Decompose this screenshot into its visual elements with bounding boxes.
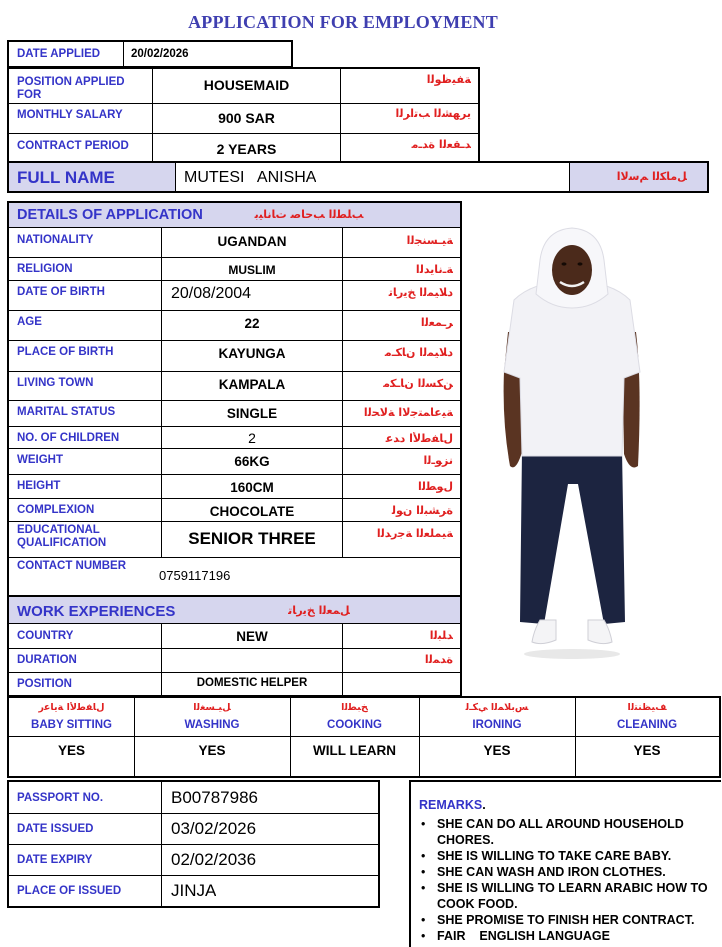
details-value: UGANDAN — [217, 234, 287, 249]
remarks-item: • SHE IS WILLING TO LEARN ARABIC HOW TO COOK FOOD. — [415, 880, 715, 912]
details-arabic: لﻮﻄﻟا — [417, 480, 453, 493]
passport-divider — [9, 844, 378, 845]
details-col — [342, 310, 343, 340]
passport-value: B00787986 — [171, 788, 258, 807]
date-applied-value: 20/02/2026 — [131, 48, 189, 60]
skills-block — [7, 696, 721, 778]
details-label: LIVING TOWN — [17, 377, 94, 389]
details-label: HEIGHT — [17, 480, 61, 492]
remarks-item: • SHE IS WILLING TO TAKE CARE BABY. — [415, 848, 715, 864]
skill-value: YES — [57, 743, 85, 758]
details-divider — [9, 426, 460, 427]
details-value: 20/08/2004 — [171, 285, 252, 302]
skill-label: COOKING — [327, 719, 382, 731]
skill-arabic: ﺦﺒﻄﻟا — [341, 702, 368, 713]
work-arabic: ﺪﻠﺒﻟا — [429, 629, 453, 642]
salary-arabic: يرﻬﺸﻟا ﺐﺗاﺮﻟا — [395, 107, 471, 120]
details-col — [342, 448, 343, 474]
date-applied-label: DATE APPLIED — [17, 48, 101, 60]
details-divider — [9, 280, 460, 281]
applicant-photo — [492, 222, 652, 668]
details-arabic: ﺔـﻧﺎﻳﺪﻟا — [415, 263, 453, 276]
details-value: KAMPALA — [218, 377, 286, 392]
details-arabic: دﻼﻴﻤﻟا نﺎﻜـﻣ — [384, 346, 453, 359]
work-label: POSITION — [17, 678, 72, 690]
work-value: DOMESTIC HELPER — [196, 677, 308, 689]
details-label: CONTACT NUMBER — [17, 560, 127, 572]
skills-col — [134, 698, 135, 776]
page-title: APPLICATION FOR EMPLOYMENT — [188, 12, 498, 32]
details-col — [342, 371, 343, 400]
work-block — [7, 595, 462, 697]
skills-col — [290, 698, 291, 776]
remarks-item: • SHE PROMISE TO FINISH HER CONTRACT. — [415, 912, 715, 928]
details-divider — [9, 557, 460, 558]
details-label: MARITAL STATUS — [17, 406, 116, 418]
details-label: PLACE OF BIRTH — [17, 346, 114, 358]
full-name-block — [7, 161, 709, 193]
skill-value: WILL LEARN — [313, 743, 396, 758]
skill-arabic: ﻒﻴﻈﻨﺘﻟا — [627, 702, 667, 713]
details-value: SENIOR THREE — [188, 529, 316, 548]
details-arabic: ﺔﻴﻤﻠﻌﻟا ﺔﺟرﺪﻟا — [376, 527, 453, 540]
details-col — [342, 228, 343, 257]
remarks-list — [415, 816, 715, 944]
details-value: 0759117196 — [159, 568, 231, 583]
details-divider — [9, 310, 460, 311]
work-header: WORK EXPERIENCES — [17, 603, 176, 620]
remarks-item: • SHE CAN WASH AND IRON CLOTHES. — [415, 864, 715, 880]
details-header-arabic: ﺐﻠﻄﻟا ﺐﺣﺎﺻ تﺎﻧﺎﻴﺑ — [254, 208, 364, 221]
details-label: DATE OF BIRTH — [17, 286, 105, 298]
remarks-block — [409, 780, 721, 947]
details-arabic: لﺎﻔﻃﻷا دﺪﻋ — [385, 432, 453, 445]
skill-label: IRONING — [472, 719, 522, 731]
work-label: DURATION — [17, 654, 77, 666]
details-divider — [9, 448, 460, 449]
passport-col — [161, 782, 162, 813]
details-col — [342, 474, 343, 498]
work-header-arabic: ﻞﻤﻌﻟا ﺦﻳرﺎﺗ — [288, 604, 350, 617]
details-label: AGE — [17, 316, 42, 328]
passport-divider — [9, 813, 378, 814]
remarks-item: • FAIR ENGLISH LANGUAGE — [415, 928, 715, 944]
skill-label: BABY SITTING — [31, 719, 112, 731]
details-arabic: ﺔﻴـﺴﻨﺠﻟا — [406, 234, 453, 247]
passport-col — [161, 875, 162, 906]
remarks-title: REMARKS. — [419, 798, 486, 812]
details-label: WEIGHT — [17, 454, 63, 466]
full-name-value: MUTESI ANISHA — [184, 169, 317, 186]
work-col — [161, 648, 162, 672]
work-col — [342, 672, 343, 696]
work-divider — [9, 672, 460, 673]
contract-label: CONTRACT PERIOD — [17, 140, 129, 152]
passport-label: DATE ISSUED — [17, 823, 94, 835]
details-arabic: ﻦﻜﺴﻟا نﺎـﻜﻣ — [383, 377, 453, 390]
passport-divider — [9, 875, 378, 876]
details-value: 22 — [244, 316, 260, 331]
details-value: 2 — [248, 430, 256, 446]
passport-value: 03/02/2026 — [171, 819, 257, 838]
details-header: DETAILS OF APPLICATION — [17, 207, 203, 223]
details-divider — [9, 474, 460, 475]
passport-col — [161, 813, 162, 844]
details-label: NO. OF CHILDREN — [17, 432, 120, 444]
details-divider — [9, 371, 460, 372]
details-arabic: ﺔﻴﻋﺎﻤﺘﺟﻻا ﺔﻟﺎﺤﻟا — [363, 406, 453, 419]
skill-arabic: لﺎﻔﻃﻷا ﺔﻳﺎﻋر — [38, 702, 105, 713]
salary-label: MONTHLY SALARY — [17, 109, 123, 121]
passport-value: JINJA — [171, 881, 217, 900]
details-arabic: ﺮـﻤﻌﻟا — [420, 316, 453, 329]
work-arabic: ةﺪﻤﻟا — [424, 653, 453, 666]
position-label: POSITION APPLIED FOR — [17, 76, 125, 101]
details-value: SINGLE — [226, 406, 278, 421]
details-value: CHOCOLATE — [209, 504, 295, 519]
details-col — [342, 257, 343, 280]
work-value: NEW — [236, 629, 268, 644]
work-divider — [9, 648, 460, 649]
work-col — [342, 624, 343, 648]
details-value: 160CM — [230, 480, 274, 495]
details-value: MUSLIM — [228, 263, 276, 277]
details-divider — [9, 521, 460, 522]
details-divider — [9, 340, 460, 341]
details-label: COMPLEXION — [17, 504, 95, 516]
details-col — [342, 340, 343, 371]
passport-label: PLACE OF ISSUED — [17, 885, 122, 897]
contract-arabic: ﺪـﻘﻌﻟا ةﺪـﻣ — [411, 138, 471, 151]
details-divider — [9, 257, 460, 258]
passport-col — [161, 844, 162, 875]
skills-col — [575, 698, 576, 776]
remarks-item: • SHE CAN DO ALL AROUND HOUSEHOLD CHORES. — [415, 816, 715, 848]
details-label: RELIGION — [17, 263, 73, 275]
details-col — [342, 521, 343, 557]
full-name-arabic: ﻞﻣﺎﻜﻟا ﻢﺳﻻا — [616, 170, 687, 183]
details-col — [342, 280, 343, 310]
details-value: 66KG — [234, 454, 270, 469]
details-divider — [9, 400, 460, 401]
skill-arabic: ﻞﻴـﺴﻐﻟا — [193, 702, 231, 713]
skill-value: YES — [198, 743, 226, 758]
work-col — [342, 648, 343, 672]
position-arabic: ﺔﻔﻴﻇﻮﻟا — [426, 73, 471, 86]
details-col — [342, 400, 343, 426]
details-col — [161, 280, 162, 310]
position-block — [7, 67, 480, 163]
skill-label: CLEANING — [616, 719, 678, 731]
details-arabic: دﻼﻴﻤﻟا ﺦﻳرﺎﺗ — [388, 286, 453, 299]
details-col — [342, 498, 343, 521]
full-name-label: FULL NAME — [17, 168, 115, 187]
passport-value: 02/02/2036 — [171, 850, 257, 869]
skill-arabic: ﺲﺑﻼﻤﻟا ﻲﻜـﻟ — [465, 702, 529, 713]
details-arabic: نزﻮـﻟا — [423, 454, 453, 467]
details-label: EDUCATIONAL QUALIFICATION — [17, 524, 107, 549]
details-label: NATIONALITY — [17, 234, 94, 246]
salary-value: 900 SAR — [218, 110, 275, 126]
passport-label: DATE EXPIRY — [17, 854, 93, 866]
passport-block — [7, 780, 380, 908]
details-divider — [9, 498, 460, 499]
details-col — [342, 426, 343, 448]
skill-label: WASHING — [184, 719, 240, 731]
passport-label: PASSPORT NO. — [17, 792, 104, 804]
skills-col — [419, 698, 420, 776]
position-value: HOUSEMAID — [203, 77, 290, 93]
date-applied-block — [7, 40, 293, 68]
work-label: COUNTRY — [17, 630, 74, 642]
skill-value: YES — [633, 743, 661, 758]
details-block — [7, 201, 462, 597]
contract-value: 2 YEARS — [216, 141, 277, 157]
skill-value: YES — [483, 743, 511, 758]
details-value: KAYUNGA — [218, 346, 286, 361]
details-arabic: ةﺮﺸﺒﻟا نﻮﻟ — [391, 504, 453, 517]
